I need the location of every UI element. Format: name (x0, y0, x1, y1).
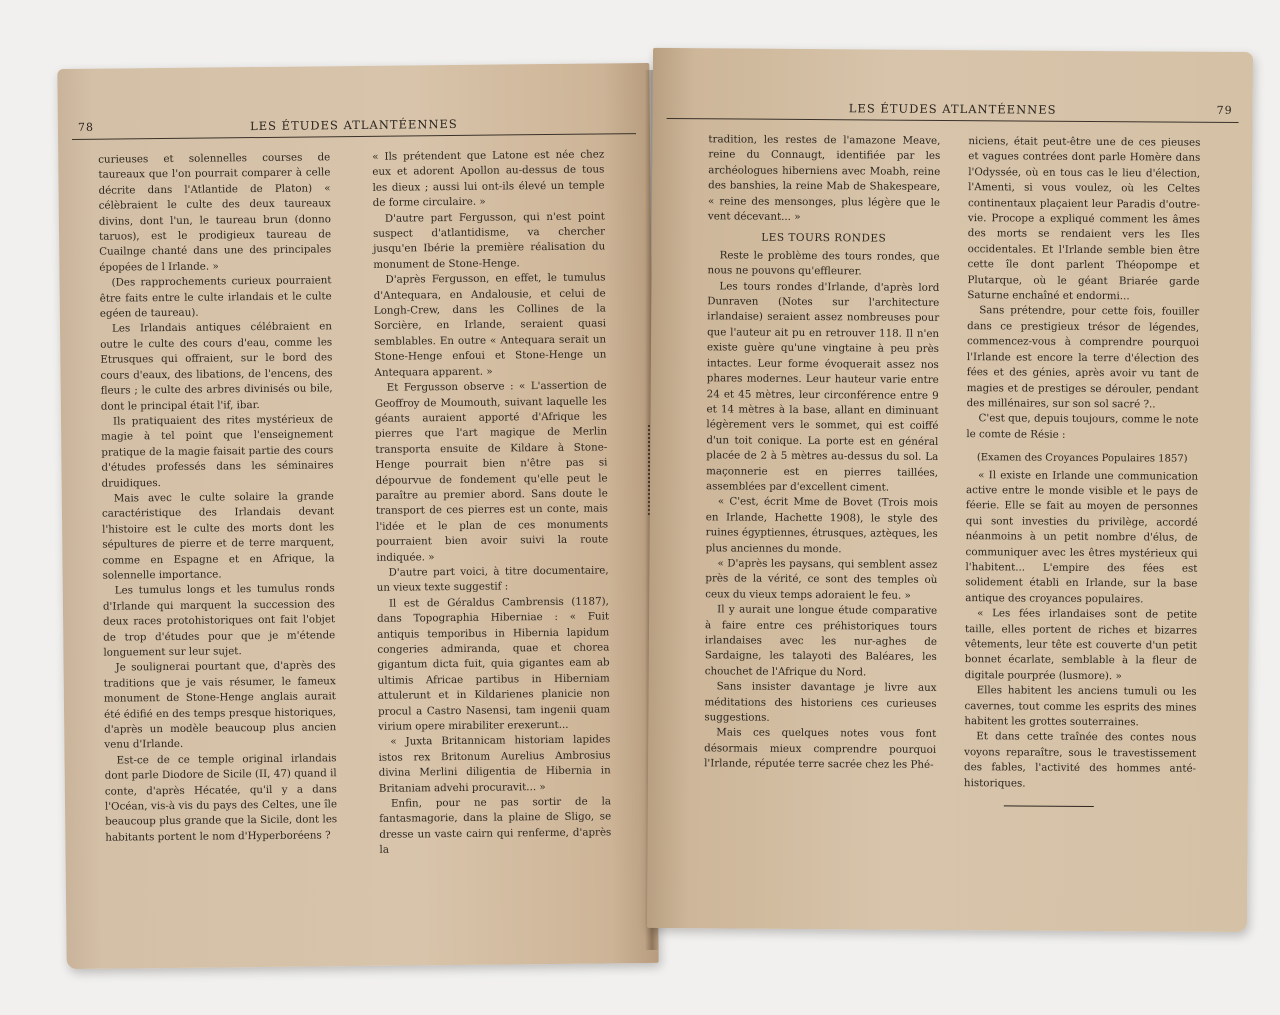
paragraph: Et dans cette traînée des contes nous voyons reparaître, sous le travestissement des fables, l'activité des hommes anté-historiques. (963, 730, 1197, 790)
paragraph: Sans insister davantage je livre aux méditations des historiens ces curieuses suggestions. (704, 680, 937, 724)
paragraph: Elles habitent les anciens tumuli ou les cavernes, tout comme les esprits des mines habitent les grottes souterraines. (964, 684, 1197, 729)
left-column-2 (372, 147, 611, 858)
running-title: LES ÉTUDES ATLANTÉENNES (848, 101, 1057, 117)
paragraph: Les Irlandais antiques célébraient en outre le culte des cours d'eau, comme les Etrusques qui offraient, sur le bord des cours d'eaux, des libations, de l'encens, des fleurs ; le culte des arbres divinisés ou bile, dont le principal était l'if, ibar. (100, 320, 333, 413)
right-column-1 (704, 132, 940, 773)
section-heading: LES TOURS RONDES (761, 232, 887, 245)
paragraph: « Juxta Britannicam historiam lapides istos rex Britonum Aurelius Ambrosius divina Merlini diligentia de Hibernia in Britaniam advehi procuravit... » (378, 733, 611, 795)
paragraph: Mais ces quelques notes vous font désormais mieux comprendre pourquoi l'Irlande, réputée terre sacrée chez les Phé- (704, 726, 937, 772)
paragraph: tradition, les restes de l'amazone Meave, reine du Connaugt, identifiée par les archéologues hiberniens avec Moabh, reine des banshies, la reine Mab de Shakespeare, « reine des mensonges, plus légère que le vent décevant... » (707, 133, 941, 223)
paragraph: Sans prétendre, pour cette fois, fouiller dans ce prestigieux trésor de légendes, commencez-vous à comprendre pourquoi l'Irlande est encore la terre d'élection des fées et des génies, après avoir vu tant de magies et de prestiges se dérouler, pendant des millénaires, sur son sol sacré ?.. (966, 304, 1200, 411)
paragraph: D'après Fergusson, en effet, le tumulus d'Antequara, en Andalousie, et celui de Longh-Crew, dans les Collines de la Sorcière, en Irlande, seraient quasi semblables. En outre « Antequara serait un Stone-Henge enfoui et Stone-Henge un Antequara apparent. » (373, 271, 607, 379)
paragraph: Ils pratiquaient des rites mystérieux de magie à tel point que l'enseignement pratique de la magie faisait partie des cours d'études professés dans les séminaires druidiques. (101, 413, 334, 490)
paragraph: niciens, était peut-être une de ces pieuses et vagues contrées dont parle Homère dans l'Odyssée, où en tous cas le lieu d'élection, l'Amenti, si vous voulez, où les Celtes continentaux plaçaient leur Paradis d'outre-vie. Procope a expliqué comment les âmes des morts se rendaient vers les Iles occidentales. Et l'Irlande semble bien être cette île dont parlent Théopompe et Plutarque, où le géant Briarée garde Saturne enchaîné et endormi... (967, 135, 1201, 303)
left-page (57, 63, 658, 969)
open-book (62, 50, 1252, 980)
paragraph: « Ils prétendent que Latone est née chez eux et adorent Apollon au-dessus de tous les dieux ; aussi lui ont-ils élevé un temple de forme circulaire. » (372, 148, 605, 210)
paragraph: Il est de Géraldus Cambrensis (1187), dans Topographia Hiberniae : « Fuit antiquis temporibus in Hibernia lapidum congeries admiranda, quae et chorea gigantum dicta fuit, quia gigantes eam ab ultimis Africae partibus in Hiberniam attulerunt et in Kildarienes planicie non procul a Castro Nasensi, tam ingenii quam virium opere mirabiliter erexerunt... (377, 595, 611, 733)
paragraph: curieuses et solennelles courses de taureaux que l'on pourrait comparer à celle décrite dans l'Atlantide de Platon) « célèbraient le culte des deux taureaux divins, dont l'un, le taureau brun (donno taruos), est le prodigieux taureau de Cuailnge chanté dans une des principales épopées de l Irlande. » (98, 151, 332, 274)
paragraph: Je soulignerai pourtant que, d'après des traditions que je vais résumer, le fameux monument de Stone-Henge anglais aurait été édifié en des temps presque historiques, d'après un modèle beaucoup plus ancien venu d'Irlande. (103, 659, 337, 752)
paragraph: Reste le problème des tours rondes, que nous ne pouvons qu'effleurer. (707, 249, 940, 278)
paragraph: D'autre part voici, à titre documentaire, un vieux texte suggestif : (376, 564, 609, 595)
page-number: 79 (1216, 103, 1233, 117)
left-column-1 (98, 150, 337, 846)
paragraph: Mais avec le culte solaire la grande caractéristique des Irlandais devant l'histoire est le culte des morts dont les sépultures de pierre et de terre marquent, comme en Espagne et en Afrique, la solennelle importance. (101, 490, 335, 582)
end-rule (1004, 805, 1094, 807)
paragraph: Est-ce de ce temple original irlandais dont parle Diodore de Sicile (II, 47) quand il conte, d'après Hécatée, qu'il y a dans l'Océan, vis-à vis du pays des Celtes, une île beaucoup plus grande que la Sicile, dont les habitants portent le nom d'Hyperboréens ? (104, 752, 338, 844)
right-column-2 (964, 134, 1201, 808)
running-title: LES ÉTUDES ATLANTÉENNES (249, 116, 458, 134)
paragraph: Les tumulus longs et les tumulus ronds d'Irlande qui marquent la succession des deux races protohistoriques ont fait l'objet de trop d'études pour que je m'étende longuement sur leur sujet. (102, 582, 336, 659)
page-number: 78 (77, 120, 94, 134)
right-page (647, 48, 1253, 932)
paragraph: Et Fergusson observe : « L'assertion de Geoffroy de Moumouth, suivant laquelle les géants auraient apporté d'Afrique les pierres que l'art magique de Merlin transporta ensuite de Kildare à Stone-Henge pourrait bien n'être pas si dépourvue de fondement qu'elle peut le paraître au premier abord. Sans doute le transport de ces pierres est un conte, mais l'idée et le plan de ces monuments pourraient bien avoir suivi la route indiquée. » (374, 379, 609, 564)
citation-heading: (Examen des Croyances Populaires 1857) (976, 452, 1188, 465)
paragraph: Les tours rondes d'Irlande, d'après lord Dunraven (Notes sur l'architecture irlandaise) seraient assez nombreuses pour que l'auteur ait pu en retrouver 118. Il n'en existe guère qu'une vingtaine à peu près intactes. Leur forme évoquerait assez nos phares modernes. Leur hauteur varie entre 24 et 45 mètres, leur circonférence entre 9 et 14 mètres à la base, allant en diminuant légèrement vers le sommet, qui est coiffé d'un toit conique. La porte est en général placée de 2 à 5 mètres au-dessus du sol. La maçonnerie est en pierres taillées, assemblées par d'excellent ciment. (705, 280, 940, 494)
paragraph: « D'après les paysans, qui semblent assez près de la vérité, ce sont des temples où ceux du vieux temps adoraient le feu. » (705, 557, 938, 602)
paragraph: « C'est, écrit Mme de Bovet (Trois mois en Irlande, Hachette 1908), le style des ruines égyptiennes, étrusques, aztèques, les plus anciennes du monde. (705, 495, 938, 555)
paragraph: Il y aurait une longue étude comparative à faire entre ces préhistoriques tours irlandaises avec les nur-aghes de Sardaigne, les talayoti des Baléares, les chouchet de l'Afrique du Nord. (704, 603, 938, 679)
paragraph: D'autre part Fergusson, qui n'est point suspect d'atlantidisme, va chercher jusqu'en Ibérie la première réalisation du monument de Stone-Henge. (372, 210, 606, 271)
paragraph: « Il existe en Irlande une communication active entre le monde visible et le pays de féerie. Elle se fait au moyen de personnes qui sont investies du privilège, accordé néanmoins à un petit nombre d'élus, de communiquer avec les êtres mystérieux qui l'habitent... L'empire des fées est solidement établi en Irlande, sur la base antique des croyances populaires. (965, 468, 1199, 606)
paragraph: (Des rapprochements curieux pourraient être faits entre le culte irlandais et le culte egéen de taureau). (99, 274, 332, 320)
paragraph: Enfin, pour ne pas sortir de la fantasmagorie, dans la plaine de Sligo, se dresse un vaste cairn qui renferme, d'après la (379, 795, 612, 857)
paragraph: « Les fées irlandaises sont de petite taille, elles portent de riches et bizarres vêtements, leur tête est couverte d'un petit bonnet écarlate, semblable à la fleur de digitale pourprée (lusmore). » (964, 607, 1198, 683)
paragraph: C'est que, depuis toujours, comme le note le comte de Résie : (966, 412, 1199, 441)
